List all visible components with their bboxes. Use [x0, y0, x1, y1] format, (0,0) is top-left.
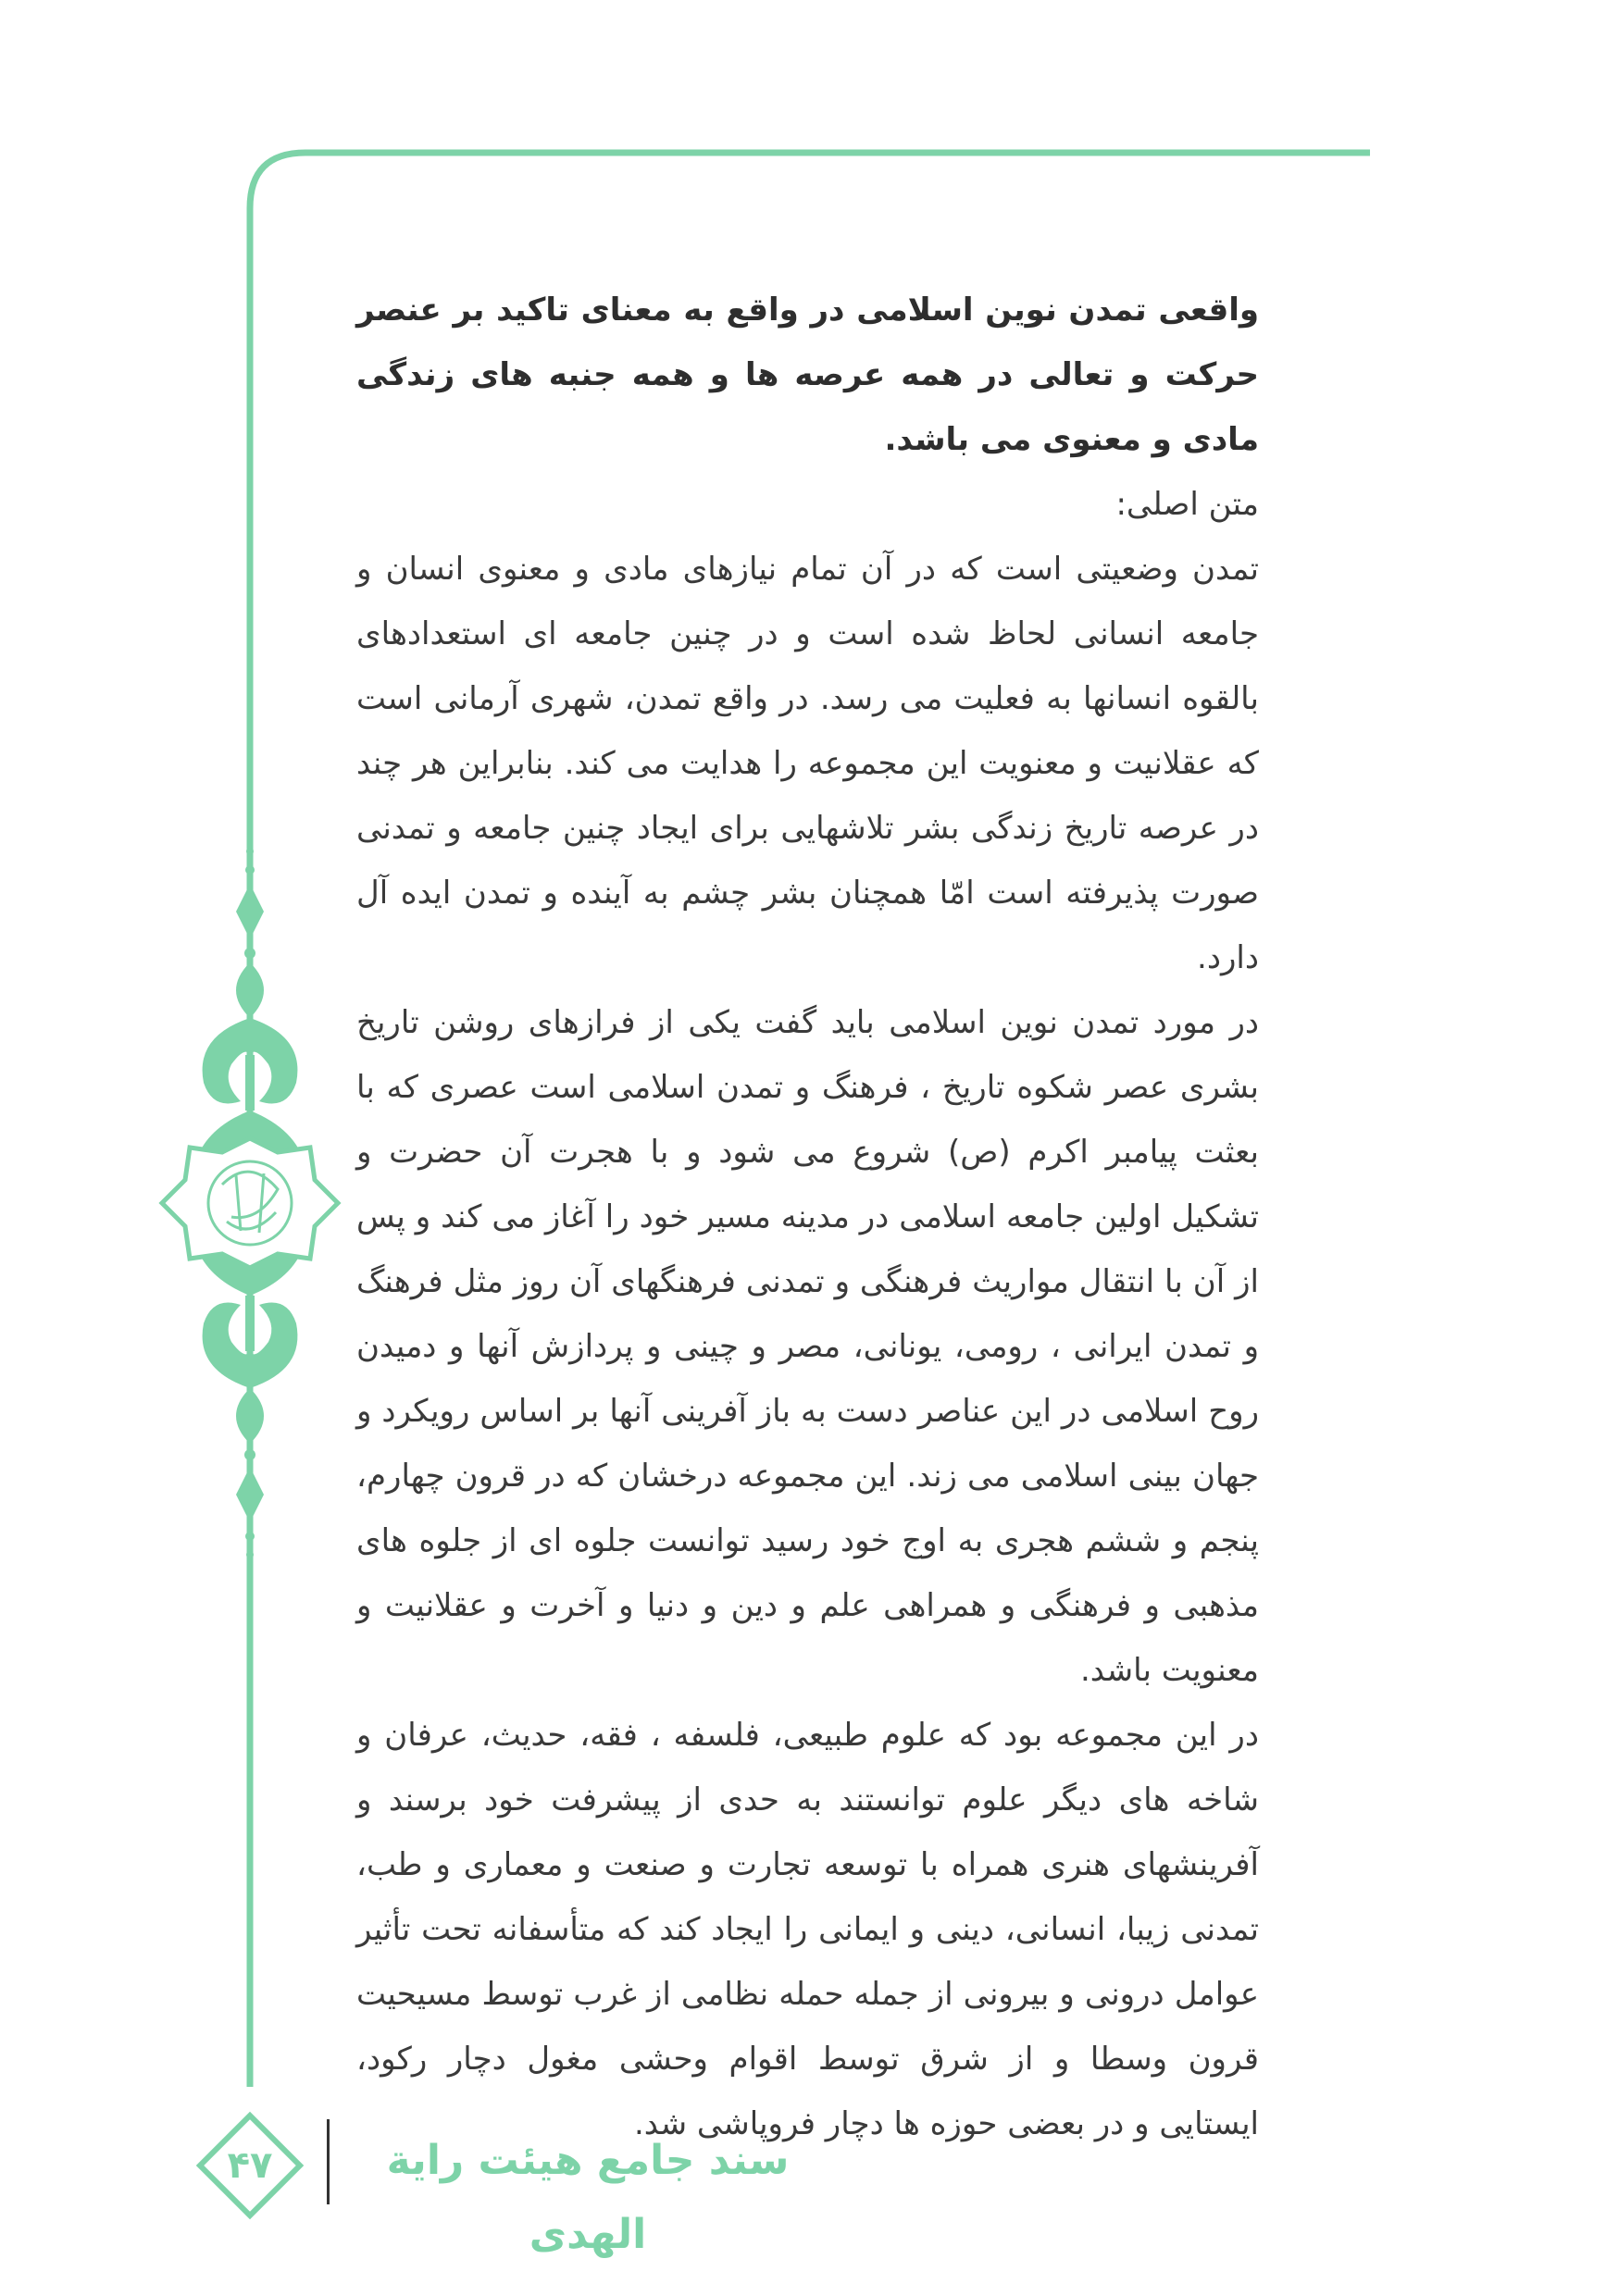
paragraph-2: در مورد تمدن نوین اسلامی باید گفت یکی از فرازهای روشن تاریخ بشری عصر شکوه تاریخ ، فرهنگ و تمدن اسلامی است عصری که با بعثت پیامبر اکرم (ص) شروع می شود و با هجرت آن حضرت و تشکیل اولین جامعه اسلامی در مدینه مسیر خود را آغاز می کند و پس از آن با انتقال مواریث فرهنگی و تمدنی فرهنگهای آن روز مثل فرهنگ و تمدن ایرانی ، رومی، یونانی، مصر و چینی و پردازش آنها و دمیدن روح اسلامی در این عناصر دست به باز آفرینی آنها بر اساس رویکرد و جهان بینی اسلامی می زند. این مجموعه درخشان که در قرون چهارم، پنجم و ششم هجری به اوج خود رسید توانست جلوه ای از جلوه های مذهبی و فرهنگی و همراهی علم و دین و دنیا و آخرت و عقلانیت و معنویت باشد.: [356, 1004, 1259, 1689]
book-title: سند جامع هیئت رایة الهدی: [386, 2137, 790, 2258]
intro-bold-paragraph: واقعی تمدن نوین اسلامی در واقع به معنای تاکید بر عنصر حرکت و تعالی در همه عرصه ها و همه جنبه های زندگی مادی و معنوی می باشد.: [356, 292, 1259, 458]
main-text: [356, 278, 1259, 2156]
paragraph-3: در این مجموعه بود که علوم طبیعی، فلسفه ، فقه، حدیث، عرفان و شاخه های دیگر علوم توانستند به حدی از پیشرفت خود برسند و آفرینشهای هنری همراه با توسعه تجارت و صنعت و معماری و طب، تمدنی زیبا، انسانی، دینی و ایمانی را ایجاد کند که متأسفانه تحت تأثیر عوامل درونی و بیرونی از جمله حمله نظامی از غرب توسط مسیحیت قرون وسطا و از شرق توسط اقوام وحشی مغول دچار رکود، ایستایی و در بعضی حوزه ها دچار فروپاشی شد.: [356, 1717, 1259, 2142]
source-label: متن اصلی:: [1115, 486, 1259, 523]
page-number: ۴۷: [227, 2144, 273, 2187]
paragraph-1: تمدن وضعیتی است که در آن تمام نیازهای مادی و معنوی انسان و جامعه انسانی لحاظ شده است و در چنین جامعه ای استعدادهای بالقوه انسانها به فعلیت می رسد. در واقع تمدن، شهری آرمانی است که عقلانیت و معنویت این مجموعه را هدایت می کند. بنابراین هر چند در عرصه تاریخ زندگی بشر تلاشهایی برای ایجاد چنین جامعه و تمدنی صورت پذیرفته است امّا همچنان بشر چشم به آینده و تمدن ایده آل دارد.: [356, 551, 1259, 976]
calligraphy-medallion-icon: [139, 833, 361, 1573]
footer-divider: [327, 2119, 330, 2204]
